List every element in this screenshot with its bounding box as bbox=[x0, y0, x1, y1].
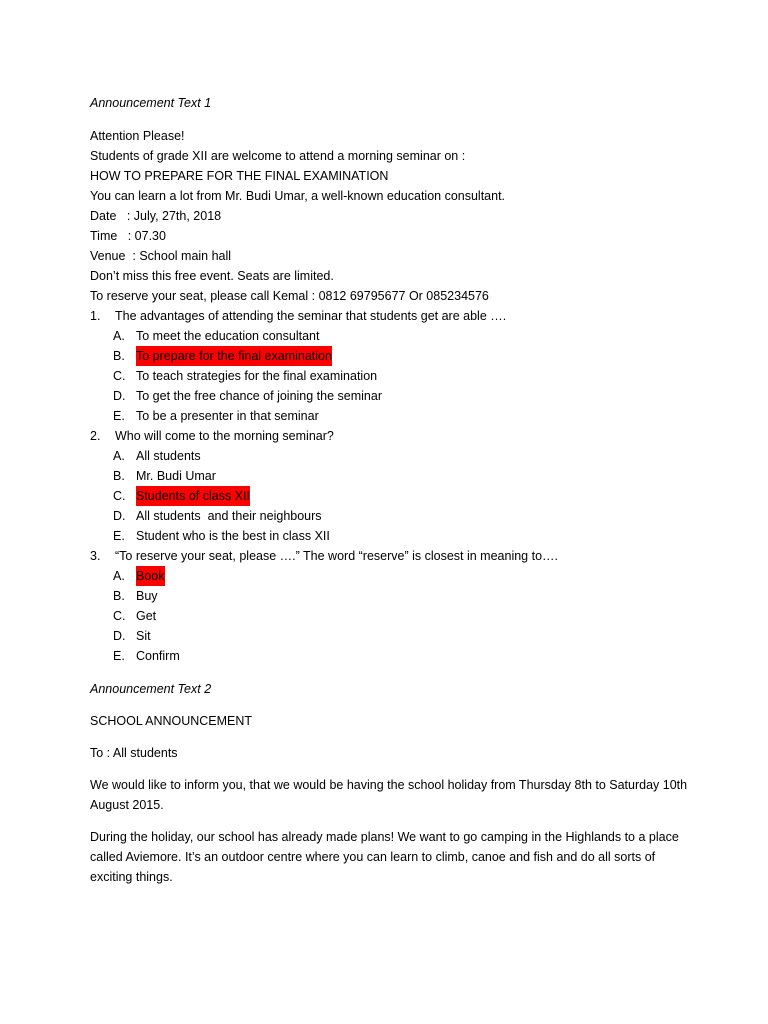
option-2e bbox=[90, 526, 710, 546]
option-letter: A. bbox=[113, 329, 125, 343]
option-letter: D. bbox=[113, 509, 126, 523]
option-text-highlighted: Book bbox=[136, 566, 165, 586]
time-line: Time : 07.30 bbox=[90, 229, 166, 243]
option-3b bbox=[90, 586, 710, 606]
option-letter: E. bbox=[113, 409, 125, 423]
option-text: To get the free chance of joining the seminar bbox=[136, 389, 382, 403]
option-text: To teach strategies for the final examination bbox=[136, 369, 378, 383]
announcement-2-title: SCHOOL ANNOUNCEMENT bbox=[90, 714, 253, 728]
option-text: To meet the education consultant bbox=[136, 329, 320, 343]
option-1d bbox=[90, 386, 710, 406]
free-event-line: Don’t miss this free event. Seats are limited. bbox=[90, 269, 334, 283]
option-text-highlighted: To prepare for the final examination bbox=[136, 346, 332, 366]
question-3 bbox=[90, 546, 710, 566]
consultant-line: You can learn a lot from Mr. Budi Umar, a well-known education consultant. bbox=[90, 189, 506, 203]
question-number: 2. bbox=[90, 429, 101, 443]
option-letter: E. bbox=[113, 649, 125, 663]
question-list bbox=[90, 306, 710, 666]
venue-line: Venue : School main hall bbox=[90, 249, 232, 263]
option-3c bbox=[90, 606, 710, 626]
option-text: Buy bbox=[136, 589, 158, 603]
option-letter: B. bbox=[113, 349, 125, 363]
option-letter: B. bbox=[113, 469, 125, 483]
question-number: 1. bbox=[90, 309, 101, 323]
option-text: Sit bbox=[136, 629, 151, 643]
question-1 bbox=[90, 306, 710, 326]
option-text: All students bbox=[136, 449, 201, 463]
camping-paragraph: During the holiday, our school has already made plans! We want to go camping in the Highlands to a place called Aviemore. It’s an outdoor centre where you can learn to climb, canoe and fish and do all sorts of exciting things. bbox=[90, 830, 679, 884]
option-3e bbox=[90, 646, 710, 666]
option-1a bbox=[90, 326, 710, 346]
question-text: “To reserve your seat, please ….” The word “reserve” is closest in meaning to…. bbox=[115, 549, 558, 563]
question-text: The advantages of attending the seminar that students get are able …. bbox=[115, 309, 507, 323]
option-text-highlighted: Students of class XII bbox=[136, 486, 250, 506]
option-letter: D. bbox=[113, 629, 126, 643]
option-1b bbox=[90, 346, 710, 366]
option-letter: A. bbox=[113, 569, 125, 583]
option-1e bbox=[90, 406, 710, 426]
option-letter: C. bbox=[113, 489, 126, 503]
option-3a bbox=[90, 566, 710, 586]
option-3d bbox=[90, 626, 710, 646]
option-text: Mr. Budi Umar bbox=[136, 469, 216, 483]
option-letter: C. bbox=[113, 369, 126, 383]
option-letter: C. bbox=[113, 609, 126, 623]
option-letter: B. bbox=[113, 589, 125, 603]
reserve-line: To reserve your seat, please call Kemal : 0812 69795677 Or 085234576 bbox=[90, 289, 489, 303]
option-letter: D. bbox=[113, 389, 126, 403]
announcement-1-body bbox=[90, 126, 710, 306]
announcement-1-heading: Announcement Text 1 bbox=[90, 96, 212, 110]
holiday-paragraph: We would like to inform you, that we would be having the school holiday from Thursday 8th to Saturday 10th August 2015. bbox=[90, 778, 688, 812]
option-2b bbox=[90, 466, 710, 486]
seminar-title: HOW TO PREPARE FOR THE FINAL EXAMINATION bbox=[90, 169, 389, 183]
attention-line: Attention Please! bbox=[90, 129, 185, 143]
document-page bbox=[90, 93, 710, 887]
question-number: 3. bbox=[90, 549, 101, 563]
option-text: Student who is the best in class XII bbox=[136, 529, 330, 543]
date-line: Date : July, 27th, 2018 bbox=[90, 209, 222, 223]
option-letter: E. bbox=[113, 529, 125, 543]
question-text: Who will come to the morning seminar? bbox=[115, 429, 334, 443]
recipient-line: To : All students bbox=[90, 746, 178, 760]
option-text: To be a presenter in that seminar bbox=[136, 409, 319, 423]
option-text: Get bbox=[136, 609, 157, 623]
option-2a bbox=[90, 446, 710, 466]
option-text: All students and their neighbours bbox=[136, 509, 322, 523]
option-text: Confirm bbox=[136, 649, 180, 663]
announcement-2-heading: Announcement Text 2 bbox=[90, 682, 212, 696]
intro-line: Students of grade XII are welcome to attend a morning seminar on : bbox=[90, 149, 466, 163]
option-2d bbox=[90, 506, 710, 526]
option-1c bbox=[90, 366, 710, 386]
option-2c bbox=[90, 486, 710, 506]
question-2 bbox=[90, 426, 710, 446]
option-letter: A. bbox=[113, 449, 125, 463]
